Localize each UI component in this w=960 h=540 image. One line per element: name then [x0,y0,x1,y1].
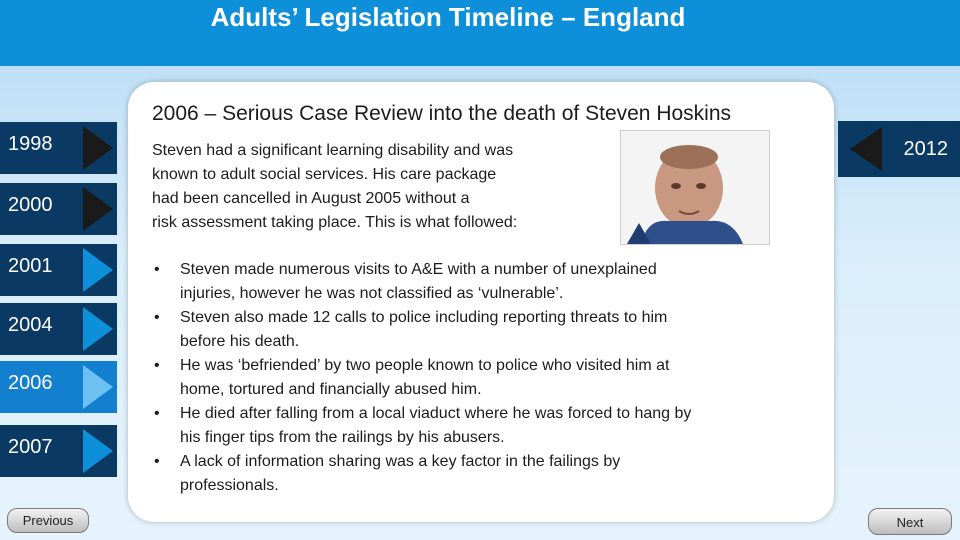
year-tab-2001[interactable] [0,244,117,296]
bullet-marker: • [154,261,160,278]
content-card [128,82,834,522]
year-tab-2012[interactable] [838,121,960,177]
play-arrow-icon [79,124,115,172]
list-item-line: his finger tips from the railings by his abusers. [180,429,505,446]
play-arrow-icon [79,185,115,233]
play-arrow-icon [79,246,115,294]
list-item-line: Steven made numerous visits to A&E with a number of unexplained [180,261,657,278]
previous-button[interactable]: Previous [7,508,89,533]
card-title: 2006 – Serious Case Review into the death of Steven Hoskins [152,102,732,125]
list-item-line: home, tortured and financially abused him. [180,381,482,398]
year-label: 2000 [8,194,53,216]
bullet-marker: • [154,309,160,326]
header-bar [0,0,960,66]
list-item [152,306,772,354]
year-label: 2012 [903,138,948,160]
year-tab-2006[interactable] [0,361,117,413]
bullet-marker: • [154,405,160,422]
year-label: 2004 [8,314,53,336]
play-arrow-icon [79,427,115,475]
list-item [152,354,772,402]
list-item-line: professionals. [180,477,279,494]
year-tab-2007[interactable] [0,425,117,477]
year-tab-1998[interactable] [0,122,117,174]
page-title: Adults’ Legislation Timeline – England [210,2,686,32]
year-tab-2000[interactable] [0,183,117,235]
year-label: 2007 [8,436,53,458]
bullet-marker: • [154,453,160,470]
bullet-marker: • [154,357,160,374]
list-item [152,258,772,306]
intro-line: Steven had a significant learning disability and was [152,142,514,159]
back-arrow-icon [846,125,886,173]
portrait-photo [620,130,770,245]
year-label: 2006 [8,372,53,394]
list-item [152,402,772,450]
intro-line: risk assessment taking place. This is what followed: [152,214,518,231]
intro-line: known to adult social services. His care package [152,166,497,183]
play-arrow-icon [79,363,115,411]
list-item-line: before his death. [180,333,300,350]
year-label: 2001 [8,255,53,277]
intro-text [152,139,592,235]
year-label: 1998 [8,133,53,155]
next-button[interactable]: Next [868,508,952,535]
list-item-line: A lack of information sharing was a key factor in the failings by [180,453,621,470]
year-tab-2004[interactable] [0,303,117,355]
list-item [152,450,772,498]
intro-line: had been cancelled in August 2005 without a [152,190,470,207]
list-item-line: Steven also made 12 calls to police including reporting threats to him [180,309,668,326]
list-item-line: He was ‘befriended’ by two people known to police who visited him at [180,357,670,374]
play-arrow-icon [79,305,115,353]
list-item-line: injuries, however he was not classified as ‘vulnerable’. [180,285,564,302]
list-item-line: He died after falling from a local viaduct where he was forced to hang by [180,405,692,422]
bullet-list [152,258,772,498]
